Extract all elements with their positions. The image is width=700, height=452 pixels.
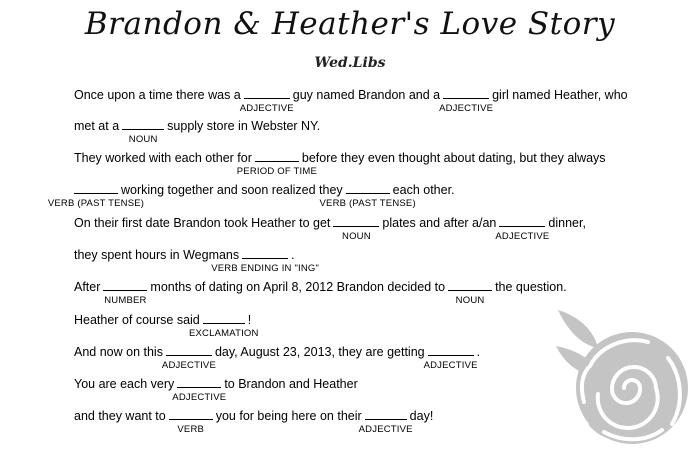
subtitle: Wed.Libs xyxy=(314,55,386,71)
story-line-8: Heather of course said EXCLAMATION ! xyxy=(74,313,259,339)
blank-verb[interactable]: VERB xyxy=(169,407,213,420)
blank-adjective-3[interactable]: ADJECTIVE xyxy=(499,214,545,227)
rose-icon xyxy=(548,306,694,446)
blank-adjective-5[interactable]: ADJECTIVE xyxy=(428,343,474,356)
blank-adjective-7[interactable]: ADJECTIVE xyxy=(365,407,407,420)
blank-exclamation[interactable]: EXCLAMATION xyxy=(203,311,245,324)
blank-number[interactable]: NUMBER xyxy=(103,278,147,291)
blank-adjective-1[interactable]: ADJECTIVE xyxy=(244,86,290,99)
blank-verb-ing[interactable]: VERB ENDING IN "ING" xyxy=(242,246,288,259)
blank-adjective-4[interactable]: ADJECTIVE xyxy=(166,343,212,356)
blank-noun-2[interactable]: NOUN xyxy=(333,214,379,227)
blank-period-of-time[interactable]: PERIOD OF TIME xyxy=(255,149,299,162)
blank-adjective-2[interactable]: ADJECTIVE xyxy=(443,86,489,99)
blank-noun-1[interactable]: NOUN xyxy=(122,117,164,130)
story-line-6: they spent hours in Wegmans VERB ENDING IN "ING" . xyxy=(74,248,320,274)
story-line-11: and they want to VERB you for being here on their ADJECTIVE day! xyxy=(74,409,434,435)
story-line-7: After NUMBER months of dating on April 8, 2012 Brandon decided to NOUN the question. xyxy=(74,280,567,306)
story-line-9: And now on this ADJECTIVE day, August 23, 2013, they are getting ADJECTIVE . xyxy=(74,345,481,371)
story-line-10: You are each very ADJECTIVE to Brandon and Heather xyxy=(74,377,358,403)
story-line-4: VERB (PAST TENSE) working together and soon realized they VERB (PAST TENSE) each other. xyxy=(47,183,455,209)
blank-noun-3[interactable]: NOUN xyxy=(448,278,492,291)
story-line-2: met at a NOUN supply store in Webster NY. xyxy=(74,119,321,145)
story-line-5: On their first date Brandon took Heather to get NOUN plates and after a/an ADJECTIVE dinner, xyxy=(74,216,586,242)
blank-verb-past-2[interactable]: VERB (PAST TENSE) xyxy=(346,181,390,194)
story-line-3: They worked with each other for PERIOD OF TIME before they even thought about dating, but they always xyxy=(74,151,606,177)
page-title: Brandon & Heather's Love Story xyxy=(84,6,616,42)
blank-verb-past-1[interactable]: VERB (PAST TENSE) xyxy=(74,181,118,194)
story-line-1: Once upon a time there was a ADJECTIVE guy named Brandon and a ADJECTIVE girl named Heather, who xyxy=(74,88,628,114)
blank-adjective-6[interactable]: ADJECTIVE xyxy=(177,375,221,388)
